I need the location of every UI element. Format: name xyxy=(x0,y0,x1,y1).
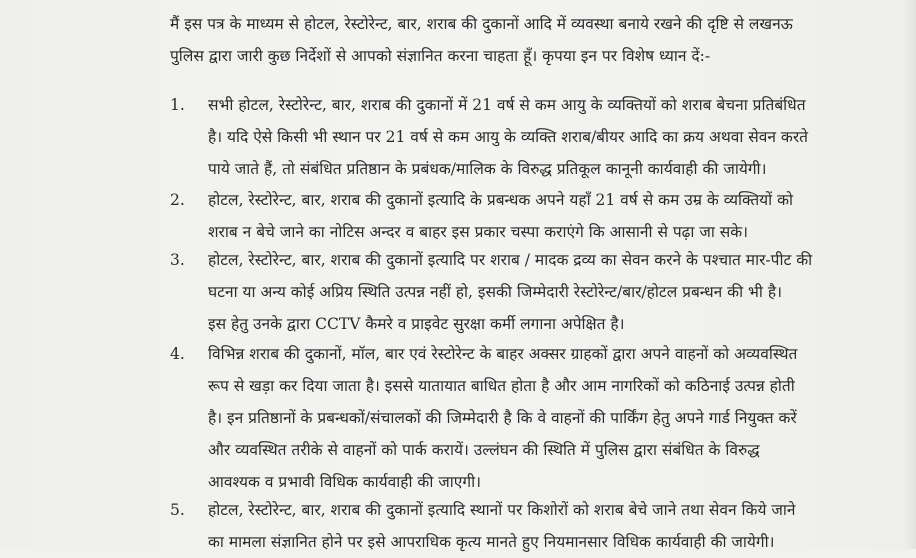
item-line: शराब न बेचे जाने का नोटिस अन्दर व बाहर इस प्रकार चस्पा कराएंगे कि आसानी से पढ़ा जा सके। xyxy=(208,223,749,241)
item-number: 2. xyxy=(170,191,185,209)
item-line: पाये जाते हैं, तो संबंधित प्रतिष्ठान के प्रबंधक/मालिक के विरुद्ध प्रतिकूल कानूनी कार्यवाही की जायेगी। xyxy=(208,160,767,178)
item-line: रूप से खड़ा कर दिया जाता है। इससे यातायात बाधित होता है और आम नागरिकों को कठिनाई उत्पन्न होती xyxy=(208,377,795,395)
intro-line: मैं इस पत्र के माध्यम से होटल, रेस्टोरेन्ट, बार, शराब की दुकानों आदि में व्यवस्था बनाये रखने की दृष्टि से लखनऊ xyxy=(170,15,793,33)
item-number: 5. xyxy=(170,501,185,519)
item-line: घटना या अन्य कोई अप्रिय स्थिति उत्पन्न नहीं हो, इसकी जिम्मेदारी रेस्टोरेन्ट/बार/होटल प्रबन्धन की भी है। xyxy=(208,283,782,301)
item-line: होटल, रेस्टोरेन्ट, बार, शराब की दुकानों इत्यादि स्थानों पर किशोरों को शराब बेचे जाने तथा सेवन किये जाने xyxy=(208,501,796,519)
item-line: है। इन प्रतिष्ठानों के प्रबन्धकों/संचालकों की जिम्मेदारी है कि वे वाहनों की पार्किंग हेतु अपने गार्ड नियुक्त करें xyxy=(208,409,797,427)
intro-line: पुलिस द्वारा जारी कुछ निर्देशों से आपको संज्ञानित करना चाहता हूँ। कृपया इन पर विशेष ध्यान दें:- xyxy=(170,47,711,65)
item-line: होटल, रेस्टोरेन्ट, बार, शराब की दुकानों इत्यादि पर शराब / मादक द्रव्य का सेवन करने के पश्चात मार-पीट की xyxy=(208,251,813,269)
page-edge-shadow xyxy=(904,0,916,549)
item-line: इस हेतु उनके द्वारा CCTV कैमरे व प्राइवेट सुरक्षा कर्मी लगाना अपेक्षित है। xyxy=(208,315,625,333)
item-line: सभी होटल, रेस्टोरेन्ट, बार, शराब की दुकानों में 21 वर्ष से कम आयु के व्यक्तियों को शराब बेचना प्रतिबंधित xyxy=(208,96,806,114)
item-line: आवश्यक व प्रभावी विधिक कार्यवाही की जाएगी। xyxy=(208,473,481,491)
item-number: 4. xyxy=(170,345,185,363)
item-line: का मामला संज्ञानित होने पर इसे आपराधिक कृत्य मानते हुए नियमानसार विधिक कार्यवाही की जायेगी। xyxy=(208,533,775,551)
item-line: विभिन्न शराब की दुकानों, मॉल, बार एवं रेस्टोरेन्ट के बाहर अक्सर ग्राहकों द्वारा अपने वाहनों को अव्यवस्थित xyxy=(208,345,798,363)
item-text xyxy=(208,184,888,248)
item-number: 3. xyxy=(170,251,185,269)
item-text xyxy=(208,244,888,340)
item-line: होटल, रेस्टोरेन्ट, बार, शराब की दुकानों इत्यादि के प्रबन्धक अपने यहाँ 21 वर्ष से कम उम्र के व्यक्तियों को xyxy=(208,191,794,209)
item-number: 1. xyxy=(170,96,185,114)
item-text xyxy=(208,338,888,498)
item-line: और व्यवस्थित तरीके से वाहनों को पार्क करायें। उल्लंघन की स्थिति में पुलिस द्वारा संबंधित के विरुद्ध xyxy=(208,441,760,459)
item-text xyxy=(208,89,888,185)
item-text xyxy=(208,494,888,558)
item-line: है। यदि ऐसे किसी भी स्थान पर 21 वर्ष से कम आयु के व्यक्ति शराब/बीयर आदि का क्रय अथवा सेवन करते xyxy=(208,128,808,146)
intro-paragraph xyxy=(170,8,890,72)
